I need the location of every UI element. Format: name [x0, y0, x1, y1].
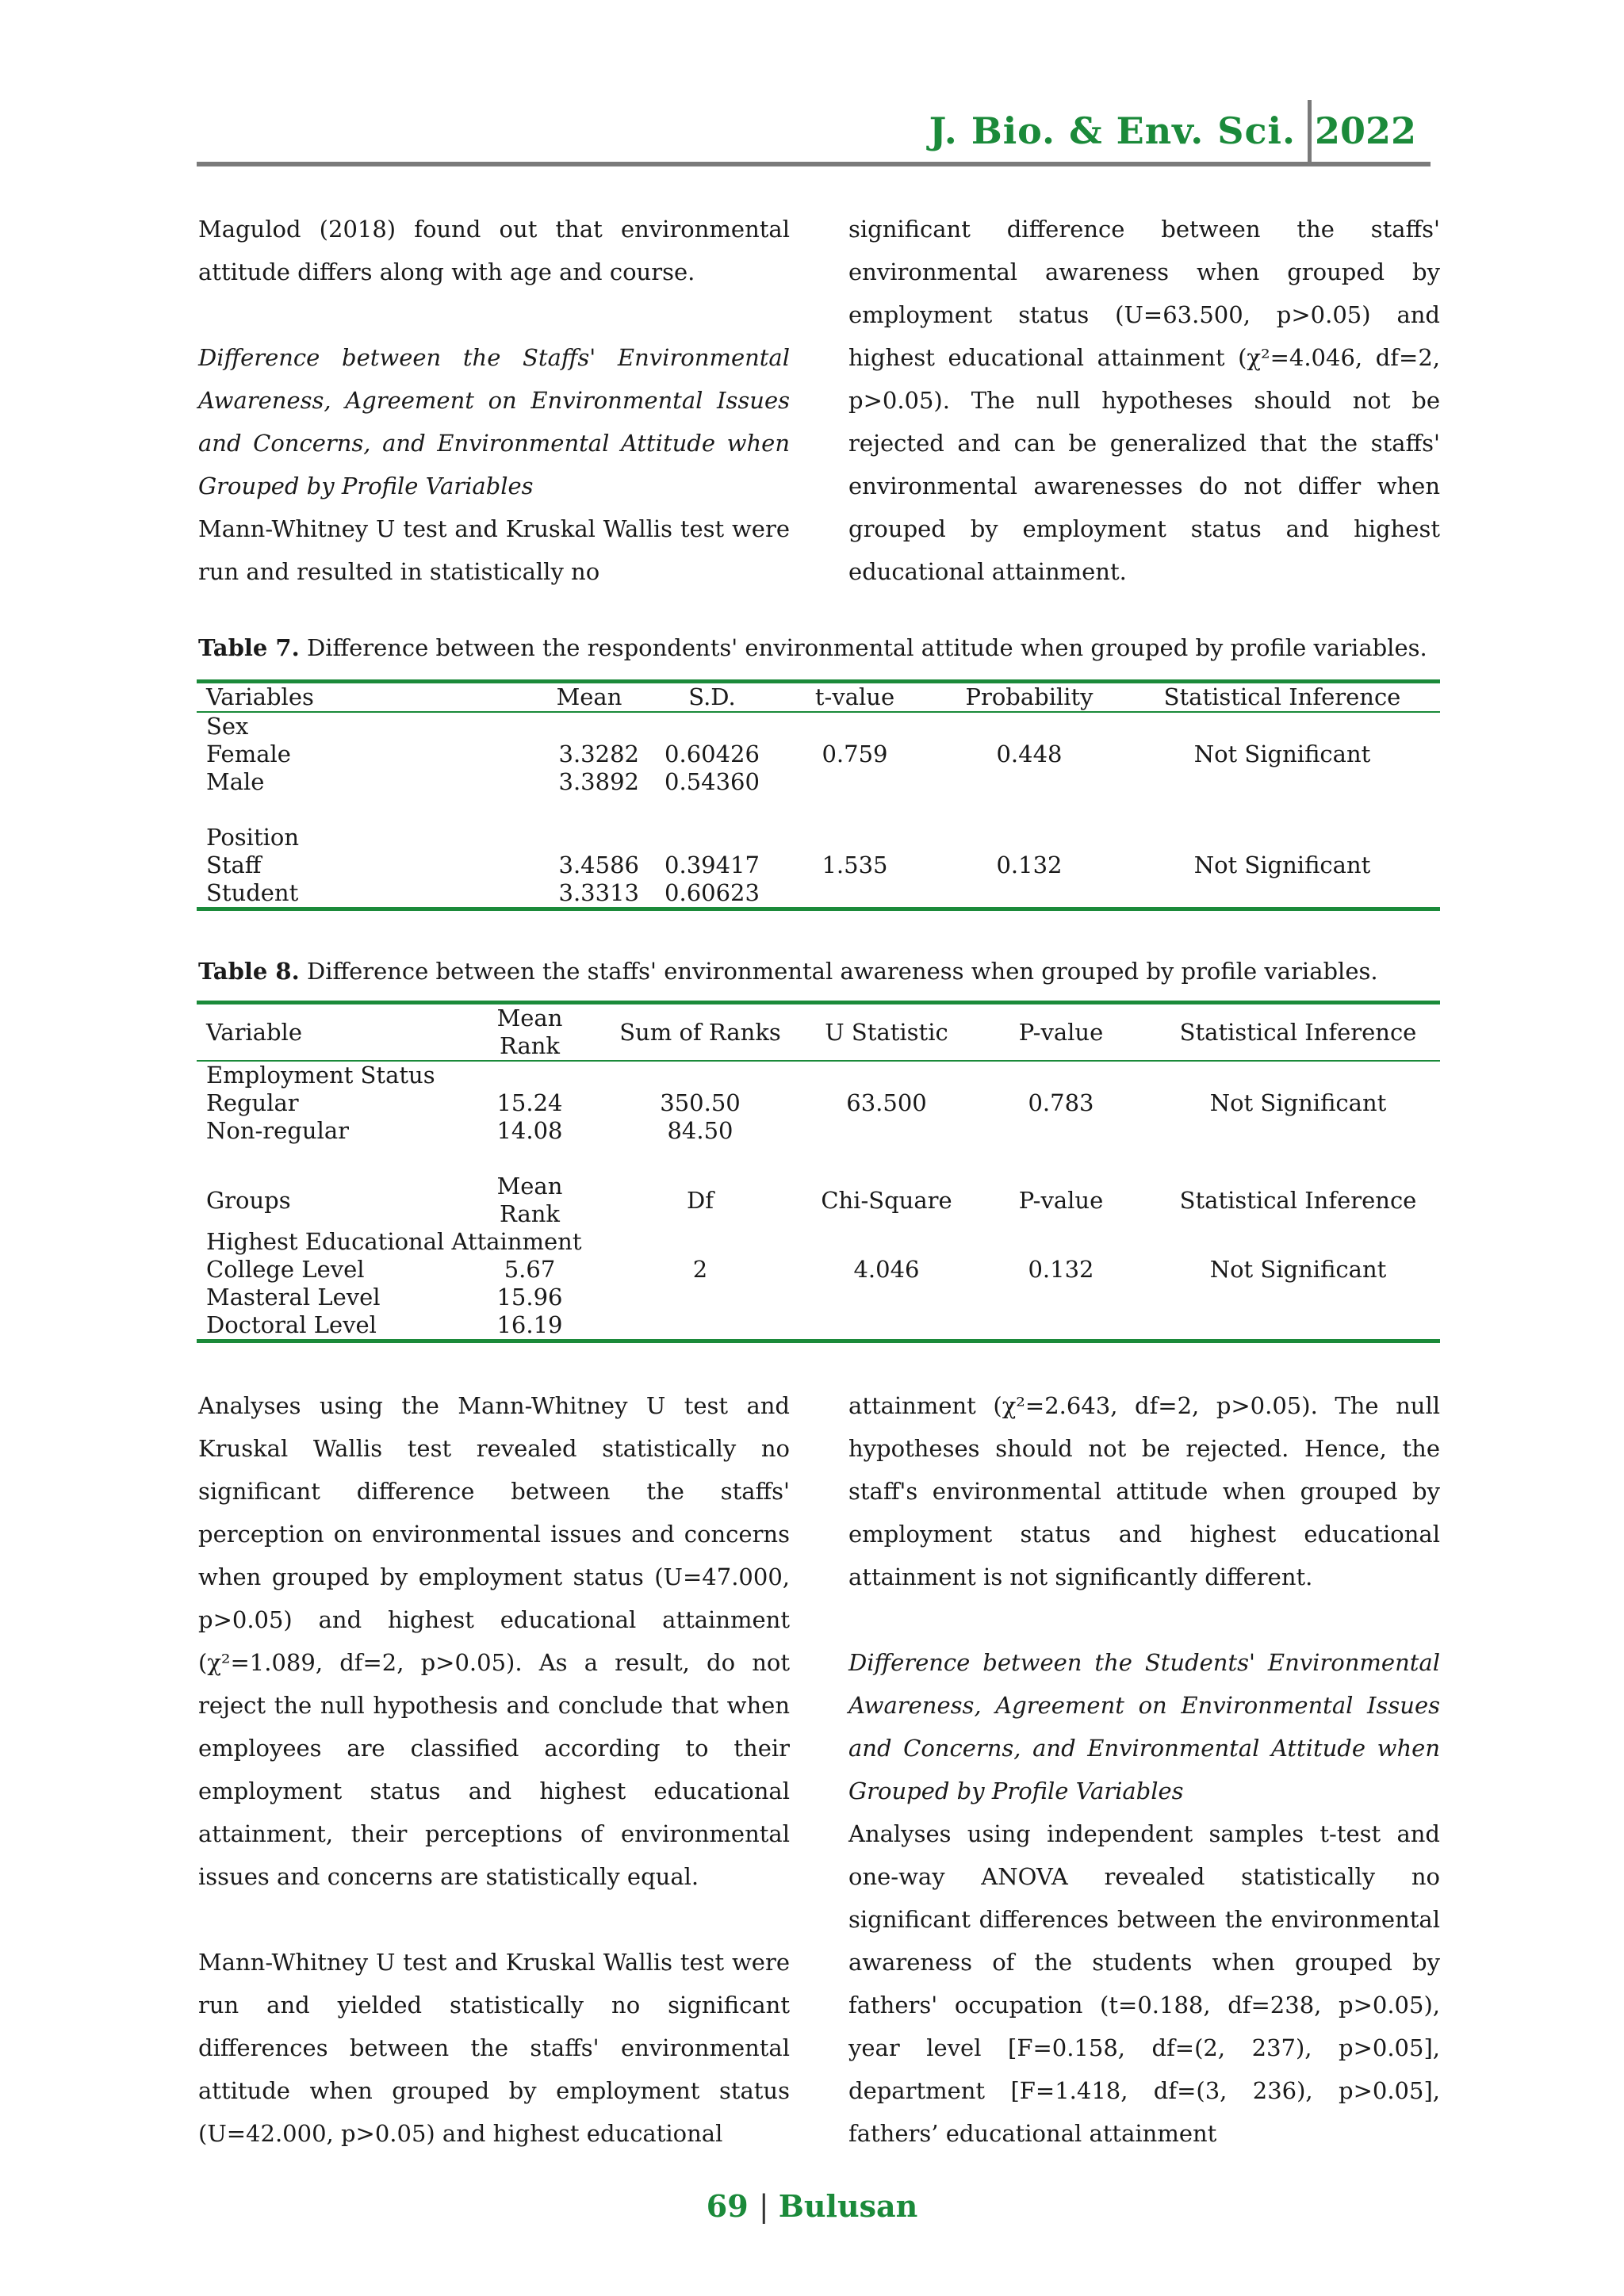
table-row: Male 3.3892 0.54360	[206, 768, 760, 795]
table-row: Employment Status	[206, 1062, 435, 1089]
table7-caption	[198, 634, 1427, 661]
table-row: Sex	[206, 713, 249, 740]
paragraph: Mann-Whitney U test and Kruskal Wallis test were run and resulted in statistically no	[198, 515, 790, 585]
page-number: 69	[706, 2188, 749, 2224]
paragraph: attainment (χ²=2.643, df=2, p>0.05). The null hypotheses should not be rejected. Hence, the staff's environmental attitude when grouped by employment status and highest educational attainment is not significantly different.	[848, 1392, 1440, 1590]
right-column-bottom	[848, 1384, 1440, 2155]
table7-caption-text: Difference between the respondents' environmental attitude when grouped by profile variables.	[306, 634, 1427, 661]
header-rule	[197, 162, 1431, 166]
table-row: Regular 15.24 350.50 63.500 0.783 Not Significant	[206, 1089, 1387, 1116]
table-row: Doctoral Level 16.19	[197, 1311, 1440, 1341]
paragraph: Mann-Whitney U test and Kruskal Wallis test were run and yielded statistically no significant differences between the staffs' environmental attitude when grouped by employment status (U=42.000, p>0.05) and highest educational	[198, 1949, 790, 2147]
table7-header-row: Variables Mean S.D. t-value Probability Statistical Inference	[197, 682, 1440, 713]
table-row: College Level 5.67 2 4.046 0.132 Not Significant	[206, 1256, 1387, 1283]
footer-author: Bulusan	[778, 2188, 918, 2224]
page-footer	[0, 2188, 1624, 2224]
paragraph: Analyses using independent samples t-test and one-way ANOVA revealed statistically no significant differences between the environmental awareness of the students when grouped by fathers' occupation (t=0.188, df=238, p>0.05), year level [F=0.158, df=(2, 237), p>0.05], department [F=1.418, df=(3, 236), p>0.05], fathers’ educational attainment	[848, 1820, 1440, 2147]
left-column-bottom	[198, 1384, 790, 2155]
table8-caption-text: Difference between the staffs' environmental awareness when grouped by profile variables.	[306, 958, 1378, 985]
left-column-top	[198, 208, 790, 593]
section-heading: Difference between the Staffs' Environmental Awareness, Agreement on Environmental Issues and Concerns, and Environmental Attitude when Grouped by Profile Variables	[198, 344, 790, 499]
table7	[197, 679, 1440, 911]
table8-subheader-row: Groups Mean Rank Df Chi-Square P-value Statistical Inference	[206, 1173, 1417, 1227]
table8-header-row: Variable Mean Rank Sum of Ranks U Statistic P-value Statistical Inference	[197, 1003, 1440, 1062]
table-row: Highest Educational Attainment	[206, 1228, 582, 1255]
paragraph: significant difference between the staffs' environmental awareness when grouped by employment status (U=63.500, p>0.05) and highest educational attainment (χ²=4.046, df=2, p>0.05). The null hypotheses should not be rejected and can be generalized that the staffs' environmental awarenesses do not differ when grouped by employment status and highest educational attainment.	[848, 216, 1440, 585]
section-heading: Difference between the Students' Environmental Awareness, Agreement on Environmental Issues and Concerns, and Environmental Attitude when Grouped by Profile Variables	[848, 1649, 1440, 1804]
running-header	[197, 95, 1431, 166]
journal-year: 2022	[1314, 109, 1416, 152]
table8-caption	[198, 958, 1378, 985]
table-row: Female 3.3282 0.60426 0.759 0.448 Not Significant	[206, 740, 1371, 767]
table-row: Masteral Level 15.96	[206, 1284, 563, 1311]
journal-name: J. Bio. & Env. Sci.	[929, 109, 1296, 152]
table-row: Position	[206, 824, 300, 851]
table-row: Non-regular 14.08 84.50	[206, 1117, 733, 1144]
table-row: Student 3.3313 0.60623	[197, 879, 1440, 909]
paragraph: Analyses using the Mann-Whitney U test and Kruskal Wallis test revealed statistically no significant difference between the staffs' perception on environmental issues and concerns when grouped by employment status (U=47.000, p>0.05) and highest educational attainment (χ²=1.089, df=2, p>0.05). As a result, do not reject the null hypothesis and conclude that when employees are classified according to their employment status and highest educational attainment, their perceptions of environmental issues and concerns are statistically equal.	[198, 1392, 790, 1890]
paragraph: Magulod (2018) found out that environmental attitude differs along with age and course.	[198, 216, 790, 285]
table-row: Staff 3.4586 0.39417 1.535 0.132 Not Significant	[206, 851, 1371, 878]
table8	[197, 1001, 1440, 1343]
table8-label: Table 8.	[198, 958, 300, 985]
header-separator	[1308, 100, 1312, 163]
footer-separator: |	[758, 2189, 779, 2224]
table7-label: Table 7.	[198, 634, 300, 661]
right-column-top	[848, 208, 1440, 593]
